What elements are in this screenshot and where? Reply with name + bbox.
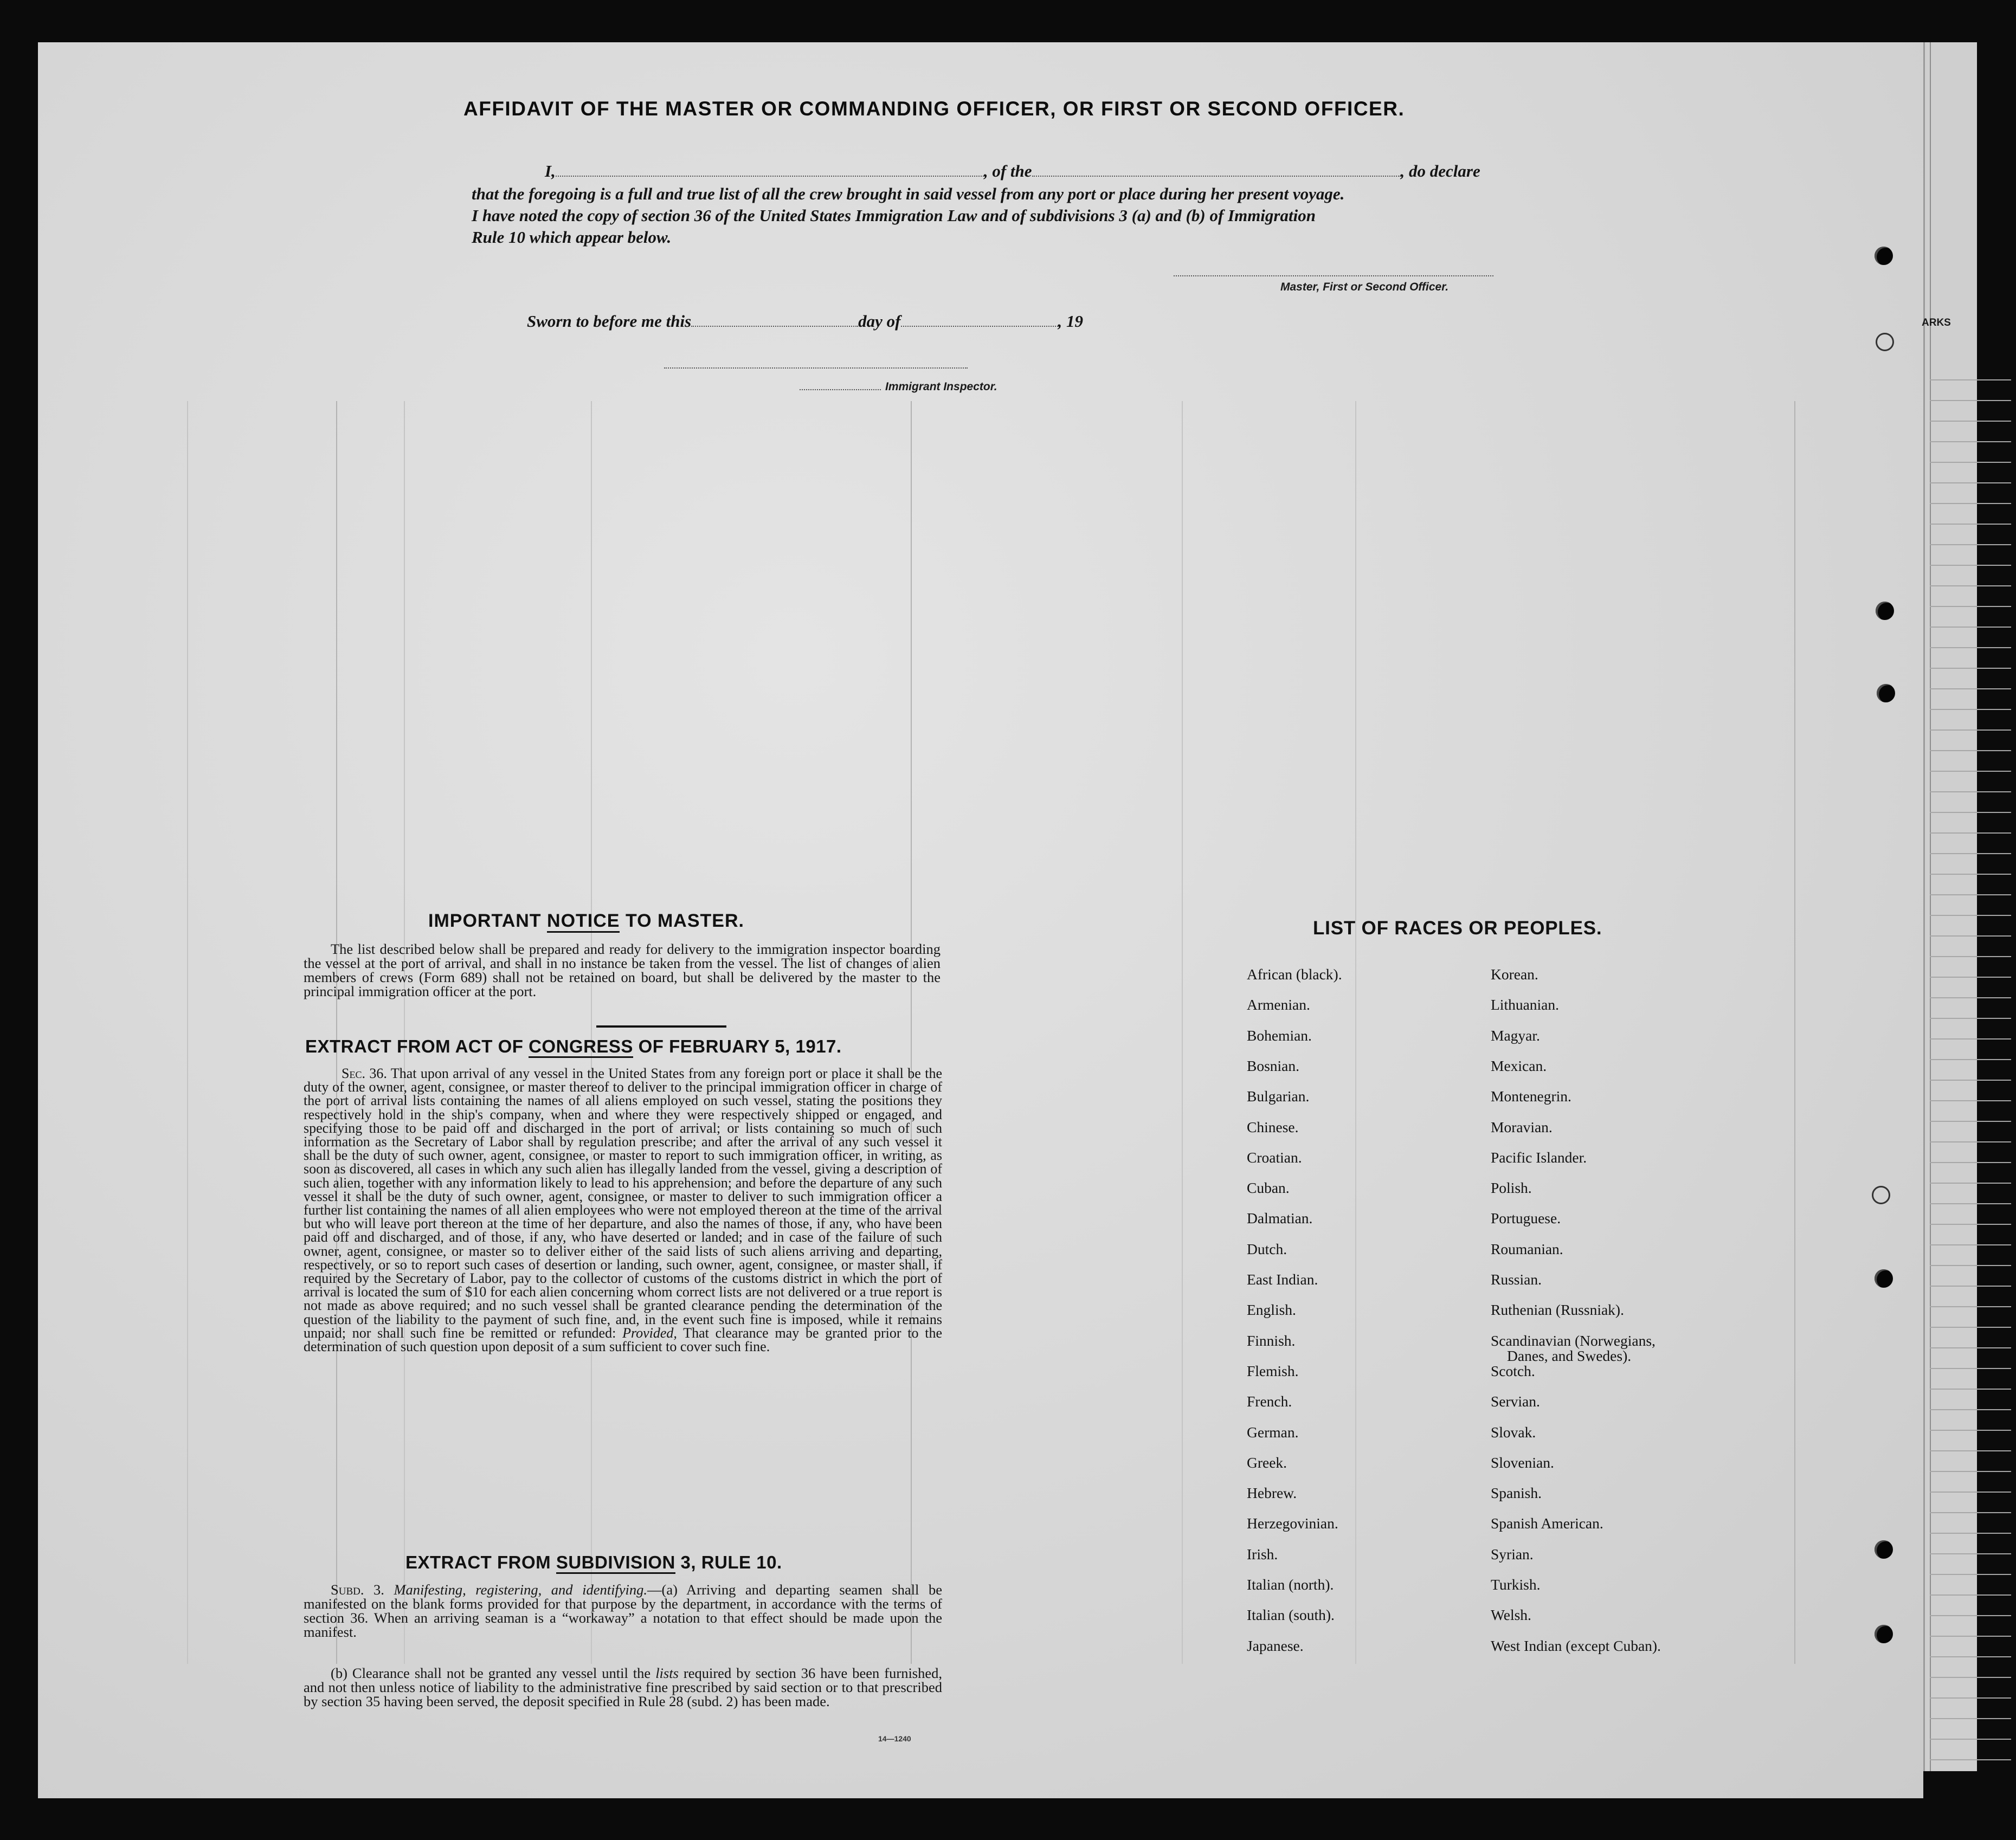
edge-ruled-line <box>1930 812 2011 813</box>
edge-ruled-line <box>1930 1594 2011 1596</box>
edge-ruled-line <box>1930 1141 2011 1142</box>
edge-ruled-line <box>1930 1203 2011 1204</box>
form-code: 14—1240 <box>878 1734 911 1743</box>
day-blank <box>691 326 858 327</box>
edge-ruled-line <box>1930 1656 2011 1657</box>
punch-hole <box>1872 1186 1890 1204</box>
subd-heading: Manifesting, registering, and identifying. <box>394 1581 648 1598</box>
edge-ruled-line <box>1930 750 2011 751</box>
rule-title-a: EXTRACT FROM <box>405 1552 551 1572</box>
race-item: Bohemian. <box>1247 1026 1312 1044</box>
edge-ruled-line <box>1930 1018 2011 1019</box>
edge-ruled-line <box>1930 1244 2011 1245</box>
edge-ruled-line <box>1930 1183 2011 1184</box>
race-item: East Indian. <box>1247 1271 1318 1288</box>
race-item: Greek. <box>1247 1454 1287 1471</box>
race-item: Welsh. <box>1491 1606 1531 1624</box>
race-item: Slovenian. <box>1491 1454 1554 1471</box>
edge-ruled-line <box>1930 1286 2011 1287</box>
edge-ruled-line <box>1930 791 2011 792</box>
bleed-column-line <box>1794 401 1795 1664</box>
rule-title-b: SUBDIVISION <box>556 1552 675 1574</box>
races-title: LIST OF RACES OR PEOPLES. <box>1313 918 1602 939</box>
punch-hole <box>1876 333 1894 351</box>
edge-ruled-line <box>1930 977 2011 978</box>
act-text-end: That clearance may be granted prior to the determination of such question upon deposit of a sum sufficient to cover such fine. <box>304 1325 943 1355</box>
edge-ruled-line <box>1930 482 2011 483</box>
race-item: Roumanian. <box>1491 1240 1563 1257</box>
edge-ruled-line <box>1930 1389 2011 1390</box>
edge-ruled-line <box>1930 503 2011 504</box>
race-item: Ruthenian (Russniak). <box>1491 1301 1624 1319</box>
edge-ruled-line <box>1930 894 2011 895</box>
edge-ruled-line <box>1930 565 2011 566</box>
race-item: Lithuanian. <box>1491 996 1560 1013</box>
race-item: Scandinavian (Norwegians, <box>1491 1332 1656 1349</box>
bleed-column-line <box>591 401 592 1664</box>
edge-ruled-line <box>1930 585 2011 586</box>
year-text: , 19 <box>1058 312 1083 331</box>
edge-ruled-line <box>1930 1121 2011 1122</box>
remarks-column-fragment: ARKS <box>1922 317 1951 328</box>
edge-ruled-line <box>1930 1306 2011 1307</box>
edge-ruled-line <box>1930 1265 2011 1266</box>
race-item: Finnish. <box>1247 1332 1296 1349</box>
edge-ruled-line <box>1930 1512 2011 1513</box>
edge-ruled-line <box>1930 935 2011 937</box>
act-title-b: CONGRESS <box>529 1036 633 1058</box>
race-item: Italian (north). <box>1247 1576 1334 1593</box>
edge-ruled-line <box>1930 1059 2011 1060</box>
edge-ruled-line <box>1930 1347 2011 1348</box>
month-blank <box>901 326 1058 327</box>
punch-hole <box>1876 602 1894 620</box>
affidavit-line-2: that the foregoing is a full and true list of all the crew brought in said vessel from any port or place during her present voyage. <box>472 184 1345 203</box>
edge-ruled-line <box>1930 544 2011 545</box>
act-title-a: EXTRACT FROM ACT OF <box>305 1036 524 1056</box>
race-item: Japanese. <box>1247 1637 1304 1654</box>
bleed-column-line <box>911 401 912 1664</box>
notice-rule <box>596 1025 726 1028</box>
edge-ruled-line <box>1930 441 2011 442</box>
notice-body <box>304 942 941 998</box>
edge-ruled-line <box>1930 524 2011 525</box>
notice-title-c: TO MASTER. <box>625 911 744 931</box>
inspector-label: Immigrant Inspector. <box>885 380 997 393</box>
race-item: Turkish. <box>1491 1576 1541 1593</box>
race-item: Danes, and Swedes). <box>1507 1347 1632 1364</box>
race-item: German. <box>1247 1423 1299 1441</box>
inspector-top-line <box>664 367 968 369</box>
notice-title-b: NOTICE <box>547 911 620 933</box>
edge-ruled-line <box>1930 1471 2011 1472</box>
race-item: Magyar. <box>1491 1026 1540 1044</box>
punch-hole <box>1875 1269 1893 1288</box>
edge-ruled-line <box>1930 874 2011 875</box>
affidavit-do-declare: , do declare <box>1400 162 1480 180</box>
edge-ruled-line <box>1930 1739 2011 1740</box>
edge-ruled-line <box>1930 1080 2011 1081</box>
notice-text: The list described below shall be prepared and ready for delivery to the immigration inspector boarding the vessel at the port of arrival, and shall in no instance be taken from the vessel. The list of changes of alien members of crews (Form 689) shall not be retained on board, but shall be delivered by the master to the principal immigration officer at the port. <box>304 941 941 999</box>
race-item: Dutch. <box>1247 1240 1287 1257</box>
section-label: Sec. 36. <box>342 1066 387 1081</box>
edge-ruled-line <box>1930 1100 2011 1101</box>
affidavit-i: I, <box>545 162 556 180</box>
race-item: Spanish American. <box>1491 1515 1603 1532</box>
notice-title <box>428 911 744 932</box>
act-title-c: OF FEBRUARY 5, 1917. <box>638 1036 842 1056</box>
edge-ruled-line <box>1930 462 2011 463</box>
signature-line <box>1174 275 1493 276</box>
bleed-column-line <box>1182 401 1183 1664</box>
edge-ruled-line <box>1930 379 2011 380</box>
race-item: Croatian. <box>1247 1148 1302 1166</box>
bleed-column-line <box>404 401 405 1664</box>
race-item: Slovak. <box>1491 1423 1536 1441</box>
vessel-blank <box>1032 176 1401 177</box>
race-item: Moravian. <box>1491 1118 1553 1135</box>
race-item: Korean. <box>1491 966 1538 983</box>
sworn-text: Sworn to before me this <box>527 312 692 331</box>
race-item: Dalmatian. <box>1247 1210 1313 1227</box>
race-item: Irish. <box>1247 1545 1278 1563</box>
race-item: Mexican. <box>1491 1057 1547 1074</box>
edge-ruled-line <box>1930 400 2011 401</box>
edge-ruled-line <box>1930 1450 2011 1451</box>
race-item: French. <box>1247 1393 1292 1410</box>
race-item: Cuban. <box>1247 1179 1290 1197</box>
edge-ruled-line <box>1930 1327 2011 1328</box>
day-of-text: day of <box>858 312 901 331</box>
punch-hole <box>1877 684 1895 702</box>
race-item: Bosnian. <box>1247 1057 1300 1074</box>
edge-ruled-line <box>1930 729 2011 731</box>
edge-ruled-line <box>1930 1553 2011 1554</box>
lists-word: lists <box>655 1665 679 1681</box>
affidavit-line-3: I have noted the copy of section 36 of the United States Immigration Law and of subdivisions 3 (a) and (b) of Immigration <box>472 206 1316 225</box>
inspector-line <box>800 389 881 390</box>
edge-ruled-line <box>1930 1430 2011 1431</box>
edge-ruled-line <box>1930 771 2011 772</box>
rule-text-a: —(a) Arriving and departing seamen shall be manifested on the blank forms provided for that purpose by the department, in accordance with the terms of section 36. When an arriving seaman is a “workaway” a notation to that effect should be made upon the manifest. <box>304 1581 942 1640</box>
edge-ruled-line <box>1930 1759 2011 1760</box>
race-item: Polish. <box>1491 1179 1532 1197</box>
subd-label: Subd. 3. <box>331 1581 384 1598</box>
rule-para-a <box>304 1583 942 1639</box>
signature-label: Master, First or Second Officer. <box>1280 281 1449 293</box>
edge-ruled-line <box>1930 668 2011 669</box>
race-item: Pacific Islander. <box>1491 1148 1587 1166</box>
affidavit-title: AFFIDAVIT OF THE MASTER OR COMMANDING OFFICER, OR FIRST OR SECOND OFFICER. <box>463 98 1405 120</box>
edge-ruled-line <box>1930 1224 2011 1225</box>
edge-ruled-line <box>1930 1636 2011 1637</box>
edge-ruled-line <box>1930 915 2011 916</box>
punch-hole <box>1875 1540 1893 1559</box>
manifest-page <box>38 42 1923 1798</box>
edge-ruled-line <box>1930 956 2011 957</box>
race-item: Chinese. <box>1247 1118 1299 1135</box>
race-item: Bulgarian. <box>1247 1088 1310 1105</box>
rule-title-c: 3, RULE 10. <box>680 1552 782 1572</box>
edge-ruled-line <box>1930 709 2011 710</box>
bleed-column-line <box>336 401 337 1664</box>
race-item: Syrian. <box>1491 1545 1534 1563</box>
punch-hole <box>1875 247 1893 265</box>
race-item: Flemish. <box>1247 1362 1299 1379</box>
affidavit-line-1 <box>545 162 1480 181</box>
edge-ruled-line <box>1930 1162 2011 1163</box>
act-text: That upon arrival of any vessel in the United States from any foreign port or place it shall be the duty of the owner, agent, consignee, or master thereof to deliver to the principal immigration officer in charge of the port of arrival lists containing the names of all aliens employed on such vessel, stating the positions they respectively hold in the ship's company, when and where they were respectively shipped or engaged, and specifying those to be paid off and discharged in the port of arrival; or lists containing so much of such information as the Secretary of Labor shall by regulation prescribe; and after the arrival of any such vessel it shall be the duty of such owner, agent, consignee, or master to report to such immigration officer, in writing, as soon as discovered, all cases in which any such alien has illegally landed from the vessel, giving a description of such alien, together with any information likely to lead to his apprehension; and before the departure of any such vessel it shall be the duty of such owner, agent, consignee, or master to deliver to such immigration officer a further list containing the names of all alien employees who were not employed thereon at the time of the arrival but who will leave port thereon at the time of her departure, and also the names of those, if any, who have been paid off and discharged, and of those, if any, who have deserted or landed; and in case of the failure of such owner, agent, consignee, or master so to deliver either of the said lists of such aliens arriving and departing, respectively, or so to report such cases of desertion or landing, such owner, agent, consignee, or master shall, if required by the Secretary of Labor, pay to the collector of customs of the customs district in which the port of arrival is located the sum of $10 for each alien concerning whom correct lists are not delivered or a true report is not made as above required; and no such vessel shall be granted clearance pending the determination of the question of the liability to the payment of such fine, and, in the event such fine is imposed, while it remains unpaid; nor shall such fine be remitted or refunded: <box>304 1066 943 1341</box>
edge-ruled-line <box>1930 1697 2011 1699</box>
edge-ruled-line <box>1930 1368 2011 1369</box>
race-item: Hebrew. <box>1247 1484 1297 1502</box>
edge-ruled-line <box>1930 1718 2011 1719</box>
edge-ruled-line <box>1930 647 2011 648</box>
race-item: Armenian. <box>1247 996 1310 1013</box>
race-item: English. <box>1247 1301 1296 1319</box>
edge-ruled-line <box>1930 1492 2011 1493</box>
bleed-column-line <box>1355 401 1356 1664</box>
notice-title-a: IMPORTANT <box>428 911 542 931</box>
race-item: Herzegovinian. <box>1247 1515 1338 1532</box>
edge-ruled-line <box>1930 1409 2011 1410</box>
rule-text-b-start: (b) Clearance shall not be granted any vessel until the <box>331 1665 651 1681</box>
edge-ruled-line <box>1930 688 2011 689</box>
edge-ruled-line <box>1930 1677 2011 1678</box>
race-item: African (black). <box>1247 966 1342 983</box>
edge-ruled-line <box>1930 627 2011 628</box>
race-item: Portuguese. <box>1491 1210 1561 1227</box>
edge-ruled-line <box>1930 606 2011 607</box>
provided-word: Provided, <box>622 1325 677 1341</box>
race-item: West Indian (except Cuban). <box>1491 1637 1661 1654</box>
rule-extract-title <box>405 1552 782 1573</box>
rule-text-b-end: required by section 36 have been furnished, and not then unless notice of liability to the administrative fine prescribed by said section or to that prescribed by section 35 having been served, the deposit specified in Rule 28 (subd. 2) has been made. <box>304 1665 943 1709</box>
edge-ruled-line <box>1930 997 2011 998</box>
affidavit-line-4: Rule 10 which appear below. <box>472 228 672 247</box>
edge-ruled-line <box>1930 1615 2011 1616</box>
race-item: Italian (south). <box>1247 1606 1335 1624</box>
edge-ruled-line <box>1930 421 2011 422</box>
edge-ruled-line <box>1930 1038 2011 1040</box>
edge-ruled-line <box>1930 1574 2011 1575</box>
race-item: Montenegrin. <box>1491 1088 1571 1105</box>
bleed-column-line <box>187 401 188 1664</box>
edge-ruled-line <box>1930 1533 2011 1534</box>
race-item: Russian. <box>1491 1271 1542 1288</box>
race-item: Servian. <box>1491 1393 1540 1410</box>
race-item: Scotch. <box>1491 1362 1535 1379</box>
race-item: Spanish. <box>1491 1484 1542 1502</box>
sworn-line <box>527 312 1083 331</box>
punch-hole <box>1875 1625 1893 1643</box>
edge-ruled-line <box>1930 853 2011 854</box>
name-blank <box>556 176 984 177</box>
edge-ruled-line <box>1930 832 2011 834</box>
act-body <box>304 1067 942 1353</box>
affidavit-of-the: , of the <box>983 162 1032 180</box>
rule-para-b <box>304 1666 942 1708</box>
act-extract-title <box>305 1036 842 1057</box>
